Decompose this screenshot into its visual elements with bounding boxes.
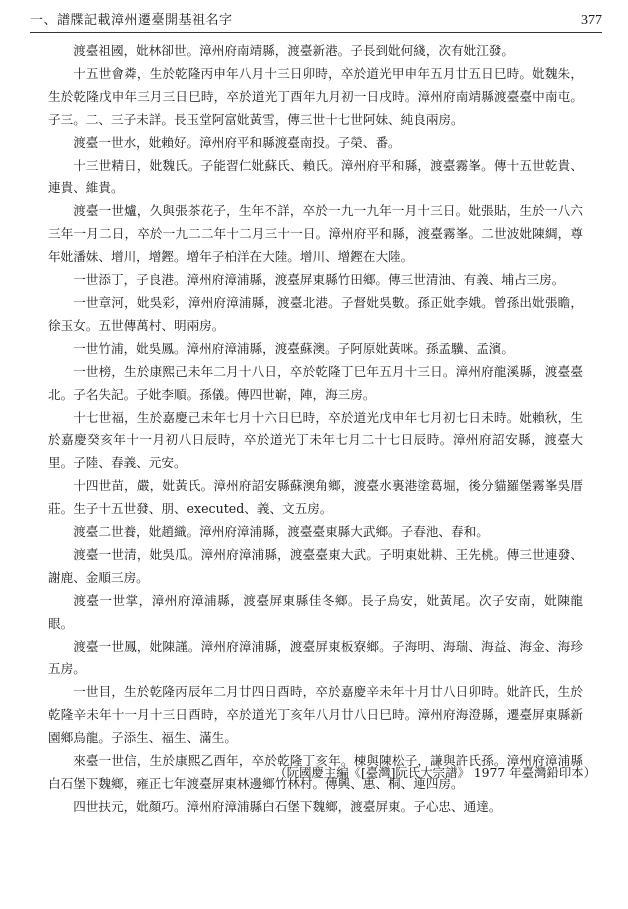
paragraph: 渡臺一世清，妣吳瓜。漳州府漳浦縣，渡臺臺東大武。子明東妣耕、王先桃。傳三世連發、謝鹿、金順三房。: [48, 546, 583, 585]
paragraph: 四世扶元，妣顏巧。漳州府漳浦縣白石堡下魏鄉，渡臺屏東。子心忠、通達。: [73, 798, 502, 814]
paragraph: 渡臺一世水，妣賴好。漳州府平和縣渡臺南投。子榮、番。: [73, 134, 401, 150]
paragraph: 來臺一世信，生於康熙乙酉年，卒於乾隆丁亥年。棟與陳松子，謙與許氏孫。漳州府漳浦縣白石堡下魏鄉，雍正七年渡臺屏東林邊鄉竹林村。傳興、惠、桐、連四房。: [48, 753, 583, 791]
paragraph: 一世目，生於乾隆丙辰年二月廿四日酉時，卒於嘉慶辛未年十月廿八日卯時。妣許氏，生於乾隆辛未年十一月十三日酉時，卒於道光丁亥年八月廿八日巳時。漳州府海澄縣，遷臺屏東縣新園鄉烏龍。子添生、福生、滿生。: [48, 684, 583, 746]
genealogy-text-body: [48, 40, 583, 819]
paragraph: 渡臺一世掌，漳州府漳浦縣，渡臺屏東縣佳冬鄉。長子烏安，妣黃尾。次子安南，妣陳龍眼。: [48, 592, 583, 631]
paragraph: 一世添丁，子良港。漳州府漳浦縣，渡臺屏東縣竹田鄉。傳三世清油、有義、埔占三房。: [73, 272, 565, 288]
paragraph: 十四世苗，嚴，妣黃氏。漳州府詔安縣蘇澳角鄉，渡臺水裏港塗葛堀，後分貓羅堡霧峯吳厝莊。生子十五世發、朋、executed、義、文五房。: [48, 478, 583, 517]
chapter-title: 一、譜牒記載漳州遷臺開基祖名字: [30, 13, 233, 28]
paragraph: 渡臺一世鳳，妣陳謹。漳州府漳浦縣，渡臺屏東板寮鄉。子海明、海瑞、海益、海金、海珍五房。: [48, 638, 583, 677]
paragraph: 一世榜，生於康熙己未年二月十八日，卒於乾隆丁巳年五月十三日。漳州府龍溪縣，渡臺臺北。子名失記。子妣李順。孫儀。傳四世嶄，陣，海三房。: [48, 363, 583, 402]
paragraph: 一世竹浦，妣吳鳳。漳州府漳浦縣，渡臺蘇澳。子阿原妣黃咪。孫孟驥、孟濱。: [73, 340, 514, 356]
source-citation: （阮國慶主編《[臺灣]阮氏大宗譜》 1977 年臺灣鉛印本）: [274, 765, 596, 780]
paragraph: 一世章河，妣吳彩，漳州府漳浦縣，渡臺北港。子督妣吳數。孫正妣李娥。曾孫出妣張瞻，徐玉女。五世傳萬村、明兩房。: [48, 294, 583, 333]
paragraph: 渡臺祖國，妣林卻世。漳州府南靖縣，渡臺新港。子長到妣何綫，次有妣江發。: [73, 43, 514, 58]
page-number: 377: [581, 13, 602, 28]
paragraph: 十七世福，生於嘉慶己未年七月十六日巳時，卒於道光戊申年七月初七日未時。妣賴秋，生於嘉慶癸亥年十一月初八日辰時，卒於道光丁未年七月二十七日辰時。漳州府詔安縣，渡臺大里。子陸、春義、元安。: [48, 409, 583, 471]
paragraph: 渡臺二世養，妣趙織。漳州府漳浦縣，渡臺臺東縣大武鄉。子春池、春和。: [73, 524, 489, 540]
paragraph: 十三世精日，妣魏氏。子能習仁妣蘇氏、賴氏。漳州府平和縣，渡臺霧峯。傳十五世乾貴、連貴、維貴。: [48, 157, 583, 196]
paragraph: 十五世會粦，生於乾隆丙申年八月十三日卯時，卒於道光甲申年五月廿五日巳時。妣魏朱，生於乾隆戊申年三月三日巳時，卒於道光丁酉年九月初一日戌時。漳州府南靖縣渡臺臺中南屯。子三。二、三子未詳。長玉堂阿富妣黃雪，傳三世十七世阿妹、純良兩房。: [48, 65, 583, 127]
running-header: [30, 10, 602, 33]
paragraph: 渡臺一世爐，久與張茶花子，生年不詳，卒於一九一九年一月十三日。妣張貼，生於一八六三年一月二日，卒於一九二二年十二月三十一日。漳州府平和縣，渡臺霧峯。二世波妣陳綢，尊年妣潘妹、增川，增鏗。增年子柏洋在大陸。增川、增鏗在大陸。: [48, 203, 583, 265]
